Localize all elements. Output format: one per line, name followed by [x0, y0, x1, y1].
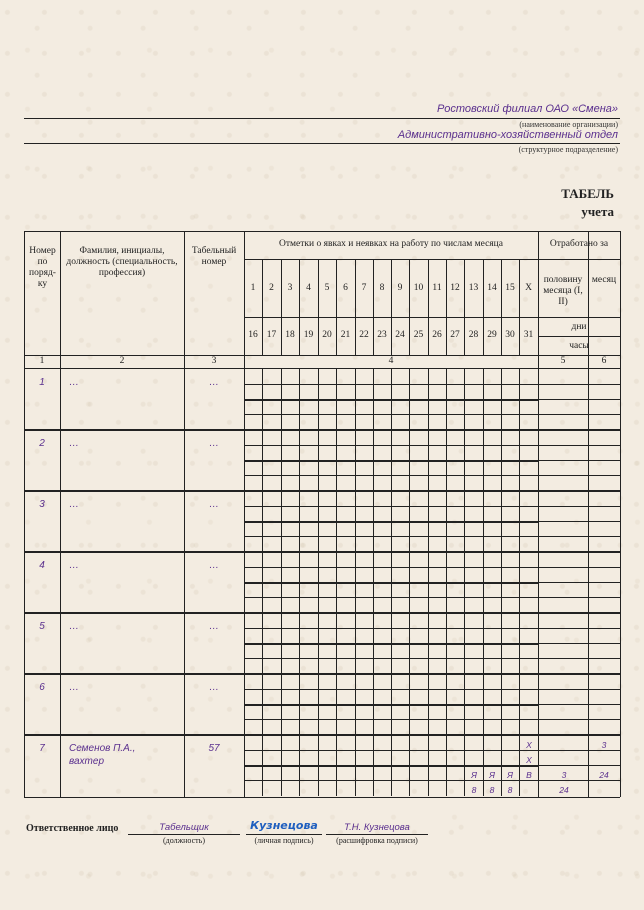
col-month-header: месяц: [591, 275, 617, 285]
grid-line: [428, 674, 429, 735]
day-label: 1: [250, 283, 256, 293]
grid-line: [409, 674, 410, 735]
grid-line: [483, 674, 484, 735]
half-month-days: 3: [561, 770, 567, 780]
grid-line: [483, 613, 484, 674]
grid-line: [373, 369, 374, 430]
grid-line: [464, 430, 465, 491]
grid-line: [373, 430, 374, 491]
grid-line: [318, 259, 319, 355]
grid-line: [446, 369, 447, 430]
grid-line: [299, 552, 300, 613]
signature-caption: (личная подпись): [254, 836, 314, 845]
grid-line: [318, 369, 319, 430]
hours-28: 8: [471, 785, 477, 795]
grid-line: [501, 491, 502, 552]
name-placeholder: …: [69, 682, 79, 693]
grid-line: [262, 369, 263, 430]
tab-placeholder: …: [209, 377, 219, 388]
grid-line: [244, 506, 620, 507]
tab-placeholder: …: [209, 560, 219, 571]
grid-line: [409, 430, 410, 491]
column-index: 5: [560, 356, 566, 366]
grid-line: [391, 491, 392, 552]
grid-line: [391, 552, 392, 613]
grid-line: [519, 430, 520, 491]
grid-line: [373, 259, 374, 355]
grid-line: [24, 368, 620, 369]
grid-line: [373, 735, 374, 796]
day-label: 19: [303, 330, 314, 340]
grid-line: [519, 491, 520, 552]
grid-line: [464, 259, 465, 355]
grid-line: [336, 674, 337, 735]
grid-line: [318, 735, 319, 796]
grid-line: [501, 552, 502, 613]
grid-line: [464, 369, 465, 430]
grid-line: [373, 674, 374, 735]
row-number: 6: [39, 682, 45, 693]
grid-line: [428, 259, 429, 355]
name-placeholder: …: [69, 621, 79, 632]
day-label: 11: [432, 283, 442, 293]
day-label: 28: [468, 330, 479, 340]
grid-line: [355, 430, 356, 491]
grid-line: [24, 490, 620, 492]
grid-line: [519, 369, 520, 430]
grid-line: [538, 582, 620, 583]
grid-line: [244, 414, 620, 415]
name-placeholder: …: [69, 377, 79, 388]
grid-line: [483, 259, 484, 355]
day-label: 25: [413, 330, 424, 340]
grid-line: [620, 231, 621, 797]
grid-line: [483, 369, 484, 430]
grid-line: [244, 231, 245, 797]
grid-line: [299, 369, 300, 430]
grid-line: [391, 369, 392, 430]
name-placeholder: …: [69, 438, 79, 449]
col-worked-header: Отработано за: [549, 239, 609, 249]
month-hours: 24: [599, 770, 609, 780]
col-marks-header: Отметки о явках и неявках на работу по числам месяца: [279, 239, 503, 249]
grid-line: [24, 231, 620, 232]
grid-line: [391, 613, 392, 674]
grid-line: [299, 430, 300, 491]
day-label: 17: [266, 330, 277, 340]
grid-line: [281, 674, 282, 735]
row-number: 5: [39, 621, 45, 632]
column-index: 3: [211, 356, 217, 366]
grid-line: [409, 613, 410, 674]
x-mark-first: Х: [526, 740, 532, 750]
column-index: 2: [119, 356, 125, 366]
grid-line: [409, 259, 410, 355]
grid-line: [538, 317, 620, 318]
grid-line: [336, 613, 337, 674]
decoded-signature: Т.Н. Кузнецова: [344, 822, 410, 833]
grid-line: [24, 797, 620, 798]
day-label: 7: [361, 283, 367, 293]
grid-line: [428, 735, 429, 796]
grid-line: [428, 491, 429, 552]
grid-line: [281, 613, 282, 674]
day-label: X: [525, 283, 532, 293]
half-month-hours: 24: [559, 785, 569, 795]
organization-line: [24, 118, 620, 119]
grid-line: [428, 552, 429, 613]
grid-line: [428, 369, 429, 430]
grid-line: [446, 613, 447, 674]
day-label: 16: [248, 330, 258, 340]
day-label: 12: [450, 283, 460, 293]
grid-line: [318, 552, 319, 613]
hours-30: 8: [507, 785, 513, 795]
grid-line: [501, 613, 502, 674]
day-label: 22: [359, 330, 369, 340]
day-label: 27: [450, 330, 460, 340]
col-tab-header: Табельный номер: [191, 246, 237, 267]
grid-line: [538, 460, 620, 461]
column-index: 6: [601, 356, 607, 366]
day-label: 2: [269, 283, 274, 293]
col-half-header: половину месяца (I, II): [543, 275, 583, 307]
grid-line: [336, 491, 337, 552]
grid-line: [501, 369, 502, 430]
grid-line: [391, 674, 392, 735]
row-number: 7: [39, 743, 45, 754]
grid-line: [391, 259, 392, 355]
grid-line: [373, 552, 374, 613]
day-label: 24: [395, 330, 405, 340]
grid-line: [355, 552, 356, 613]
department-line: [24, 143, 620, 144]
document-title: ТАБЕЛЬ: [561, 186, 614, 201]
employee-tab-number: 57: [208, 743, 220, 754]
day-label: 31: [523, 330, 534, 340]
day-label: 23: [377, 330, 387, 340]
organization-caption: (наименование организации): [519, 120, 618, 129]
grid-line: [446, 674, 447, 735]
grid-line: [483, 491, 484, 552]
row-number: 2: [39, 438, 45, 449]
day-label: 13: [468, 283, 479, 293]
mark-31: В: [526, 770, 532, 780]
department-name: Административно-хозяйственный отдел: [397, 129, 618, 141]
grid-line: [519, 613, 520, 674]
grid-line: [391, 430, 392, 491]
grid-line: [299, 735, 300, 796]
grid-line: [262, 674, 263, 735]
grid-line: [519, 674, 520, 735]
grid-line: [281, 735, 282, 796]
grid-line: [299, 674, 300, 735]
tab-placeholder: …: [209, 682, 219, 693]
month-days: 3: [601, 740, 607, 750]
grid-line: [355, 369, 356, 430]
grid-line: [538, 643, 620, 644]
grid-line: [244, 658, 620, 659]
decoded-line: [326, 834, 428, 835]
grid-line: [538, 521, 620, 522]
signature: Кузнецова: [250, 819, 318, 832]
grid-line: [60, 231, 61, 797]
document-subtitle: учета: [581, 204, 614, 219]
tab-placeholder: …: [209, 438, 219, 449]
grid-line: [446, 430, 447, 491]
day-label: 20: [322, 330, 332, 340]
grid-line: [24, 429, 620, 431]
grid-line: [538, 765, 620, 766]
column-index: 4: [388, 356, 394, 366]
signature-line: [246, 834, 322, 835]
grid-line: [244, 780, 620, 781]
grid-line: [483, 430, 484, 491]
organization-name: Ростовский филиал ОАО «Смена»: [436, 103, 618, 115]
grid-line: [355, 735, 356, 796]
grid-line: [409, 552, 410, 613]
grid-line: [281, 369, 282, 430]
grid-line: [24, 612, 620, 614]
grid-line: [501, 259, 502, 355]
mark-30: Я: [507, 770, 513, 780]
mark-29: Я: [489, 770, 495, 780]
grid-line: [262, 552, 263, 613]
grid-line: [281, 552, 282, 613]
hours-29: 8: [489, 785, 495, 795]
grid-line: [281, 259, 282, 355]
grid-line: [299, 259, 300, 355]
grid-line: [464, 552, 465, 613]
grid-line: [244, 597, 620, 598]
grid-line: [588, 231, 589, 797]
grid-line: [318, 674, 319, 735]
tab-placeholder: …: [209, 499, 219, 510]
grid-line: [538, 231, 539, 797]
grid-line: [501, 674, 502, 735]
department-caption: (структурное подразделение): [518, 145, 618, 154]
day-label: 18: [285, 330, 295, 340]
grid-line: [244, 475, 620, 476]
tab-placeholder: …: [209, 621, 219, 632]
grid-line: [409, 735, 410, 796]
grid-line: [355, 259, 356, 355]
col-name-header: Фамилия, инициалы, должность (специальность, профессия): [66, 246, 178, 278]
grid-line: [244, 689, 620, 690]
grid-line: [244, 750, 620, 751]
grid-line: [446, 259, 447, 355]
position-caption: (должность): [163, 836, 205, 845]
grid-line: [244, 384, 620, 385]
grid-line: [24, 231, 25, 797]
grid-line: [281, 491, 282, 552]
responsible-position: Табельщик: [159, 822, 209, 833]
grid-line: [355, 674, 356, 735]
day-label: 5: [324, 283, 330, 293]
grid-line: [336, 259, 337, 355]
grid-line: [318, 613, 319, 674]
day-label: 30: [505, 330, 515, 340]
grid-line: [464, 613, 465, 674]
name-placeholder: …: [69, 499, 79, 510]
day-label: 21: [340, 330, 351, 340]
grid-line: [244, 259, 620, 260]
col-number-header: Номер по поряд-ку: [29, 246, 56, 289]
grid-line: [409, 491, 410, 552]
name-placeholder: …: [69, 560, 79, 571]
day-label: 14: [487, 283, 497, 293]
grid-line: [24, 551, 620, 553]
grid-line: [428, 430, 429, 491]
decoded-caption: (расшифровка подписи): [336, 836, 418, 845]
grid-line: [483, 552, 484, 613]
day-label: 26: [432, 330, 442, 340]
responsible-label: Ответственное лицо: [26, 823, 119, 834]
days-label: дни: [571, 322, 587, 332]
grid-line: [244, 536, 620, 537]
grid-line: [299, 491, 300, 552]
grid-line: [501, 430, 502, 491]
grid-line: [262, 430, 263, 491]
day-label: 8: [379, 283, 385, 293]
grid-line: [446, 735, 447, 796]
grid-line: [409, 369, 410, 430]
grid-line: [373, 613, 374, 674]
row-number: 4: [39, 560, 45, 571]
grid-line: [336, 430, 337, 491]
grid-line: [318, 430, 319, 491]
row-number: 3: [39, 499, 45, 510]
grid-line: [538, 704, 620, 705]
grid-line: [336, 552, 337, 613]
employee-position: вахтер: [69, 756, 105, 767]
day-label: 6: [343, 283, 348, 293]
grid-line: [355, 491, 356, 552]
grid-line: [262, 735, 263, 796]
hours-label: часы: [569, 341, 589, 351]
employee-name: Семенов П.А.,: [69, 743, 136, 754]
grid-line: [336, 735, 337, 796]
day-label: 3: [287, 283, 293, 293]
grid-line: [299, 613, 300, 674]
grid-line: [24, 673, 620, 675]
grid-line: [244, 719, 620, 720]
grid-line: [538, 399, 620, 400]
day-label: 9: [397, 283, 403, 293]
grid-line: [446, 552, 447, 613]
grid-line: [318, 491, 319, 552]
grid-line: [336, 369, 337, 430]
grid-line: [355, 613, 356, 674]
grid-line: [281, 430, 282, 491]
row-number: 1: [39, 377, 45, 388]
position-line: [128, 834, 240, 835]
grid-line: [464, 491, 465, 552]
grid-line: [24, 734, 620, 736]
grid-line: [244, 445, 620, 446]
mark-28: Я: [471, 770, 477, 780]
day-label: 10: [413, 283, 424, 293]
grid-line: [446, 491, 447, 552]
grid-line: [519, 552, 520, 613]
grid-line: [262, 613, 263, 674]
grid-line: [464, 674, 465, 735]
grid-line: [373, 491, 374, 552]
grid-line: [538, 336, 620, 337]
grid-line: [262, 259, 263, 355]
day-label: 4: [306, 283, 311, 293]
grid-line: [262, 491, 263, 552]
day-label: 15: [505, 283, 515, 293]
grid-line: [244, 567, 620, 568]
grid-line: [519, 259, 520, 355]
grid-line: [428, 613, 429, 674]
grid-line: [244, 628, 620, 629]
grid-line: [184, 231, 185, 797]
grid-line: [391, 735, 392, 796]
x-mark-second: Х: [526, 755, 532, 765]
day-label: 29: [487, 330, 497, 340]
column-index: 1: [39, 356, 45, 366]
